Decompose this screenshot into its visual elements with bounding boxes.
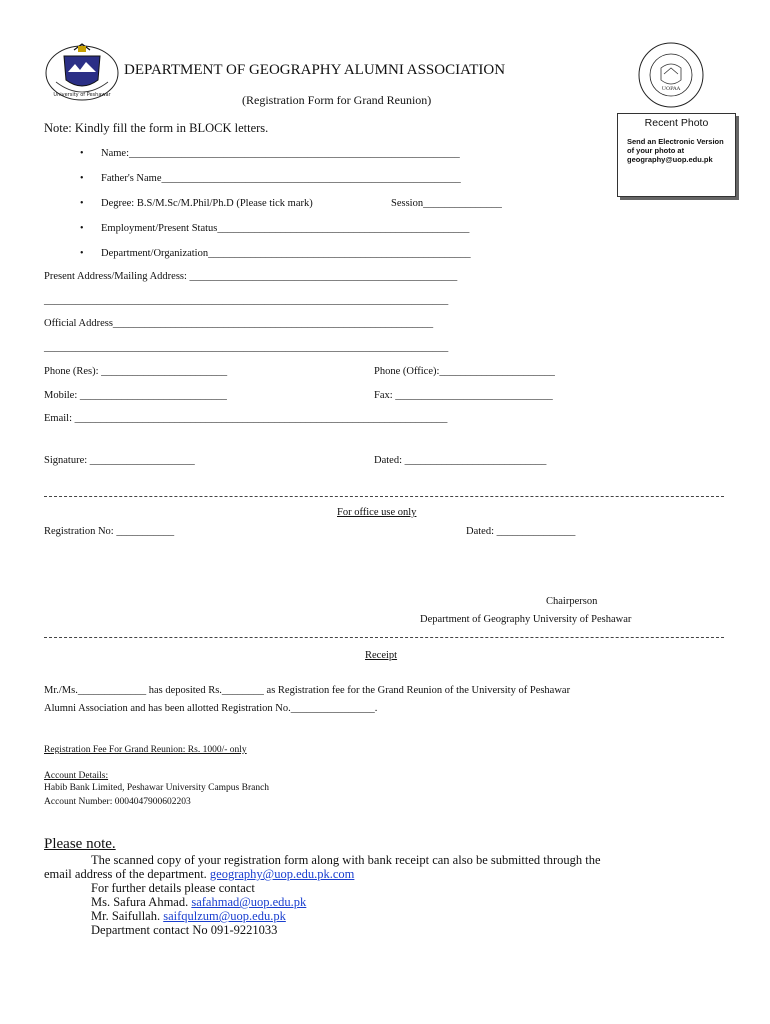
bullet-marker: • (80, 173, 84, 184)
contact-2-name: Mr. Saifullah. (91, 909, 161, 923)
receipt-line-1: Mr./Ms._____________ has deposited Rs.________ as Registration fee for the Grand Reunion of the University of Peshawar (44, 685, 571, 696)
degree-field[interactable]: Degree: B.S/M.Sc/M.Phil/Ph.D (Please tick mark) (101, 198, 313, 209)
dated-field[interactable]: Dated: ___________________________ (374, 455, 547, 466)
bullet-marker: • (80, 248, 84, 259)
university-logo (44, 42, 120, 104)
signature-field[interactable]: Signature: ____________________ (44, 455, 195, 466)
registration-no-field[interactable]: Registration No: ___________ (44, 526, 175, 537)
photo-box-title: Recent Photo (644, 117, 709, 129)
account-details-heading: Account Details: (44, 771, 109, 781)
department-organization-field[interactable]: Department/Organization__________________________________________________ (101, 248, 471, 259)
bank-name: Habib Bank Limited, Peshawar University Campus Branch (44, 783, 270, 793)
alumni-seal-icon (628, 40, 714, 110)
mobile-field[interactable]: Mobile: ____________________________ (44, 390, 227, 401)
form-note: Note: Kindly fill the form in BLOCK letters. (44, 121, 269, 135)
alumni-association-logo (628, 40, 714, 110)
university-seal-icon (44, 42, 120, 104)
svg-text:UOPAA: UOPAA (661, 86, 681, 92)
bullet-marker: • (80, 198, 84, 209)
page-title: DEPARTMENT OF GEOGRAPHY ALUMNI ASSOCIATION (124, 62, 506, 78)
office-dated-field[interactable]: Dated: _______________ (466, 526, 576, 537)
please-note-title: Please note. (44, 836, 116, 852)
address-blank-line[interactable]: _____________________________________________________________________________ (44, 295, 449, 306)
session-field[interactable]: Session_______________ (391, 198, 502, 209)
present-address-field[interactable]: Present Address/Mailing Address: ___________________________________________________ (44, 271, 458, 282)
divider (44, 496, 724, 497)
fax-field[interactable]: Fax: ______________________________ (374, 390, 553, 401)
chairperson-label: Chairperson (546, 596, 598, 607)
bullet-marker: • (80, 148, 84, 159)
please-note-line-2-text: email address of the department. (44, 867, 207, 881)
office-use-heading: For office use only (337, 507, 417, 518)
contact-2 (91, 909, 286, 923)
phone-res-field[interactable]: Phone (Res): ________________________ (44, 366, 228, 377)
divider (44, 637, 724, 638)
department-contact: Department contact No 091-9221033 (91, 923, 278, 937)
page-subtitle: (Registration Form for Grand Reunion) (242, 93, 432, 107)
contact-1 (91, 895, 306, 909)
contact-1-name: Ms. Safura Ahmad. (91, 895, 189, 909)
official-address-blank-line[interactable]: _____________________________________________________________________________ (44, 342, 449, 353)
receipt-heading: Receipt (365, 650, 398, 661)
receipt-line-2: Alumni Association and has been allotted Registration No.________________. (44, 703, 378, 714)
department-email-link[interactable]: geography@uop.edu.pk.com (209, 867, 355, 881)
contact-2-email-link[interactable]: saifqulzum@uop.edu.pk (163, 909, 286, 923)
account-number: Account Number: 0004047900602203 (44, 797, 191, 807)
please-note-line-1: The scanned copy of your registration form along with bank receipt can also be submitted through the (91, 853, 601, 867)
svg-text:University of Peshawar: University of Peshawar (53, 92, 111, 98)
please-note-line-3: For further details please contact (91, 881, 255, 895)
name-field[interactable]: Name:_______________________________________________________________ (101, 148, 460, 159)
please-note-line-2 (44, 867, 354, 881)
official-address-field[interactable]: Official Address_____________________________________________________________ (44, 318, 434, 329)
phone-office-field[interactable]: Phone (Office):______________________ (374, 366, 555, 377)
contact-1-email-link[interactable]: safahmad@uop.edu.pk (191, 895, 307, 909)
bullet-marker: • (80, 223, 84, 234)
email-field[interactable]: Email: _______________________________________________________________________ (44, 413, 448, 424)
photo-box-instructions: Send an Electronic Version of your photo at geography@uop.edu.pk (627, 137, 724, 164)
photo-box (617, 113, 736, 197)
fathers-name-field[interactable]: Father's Name_________________________________________________________ (101, 173, 461, 184)
registration-fee: Registration Fee For Grand Reunion: Rs. 1000/- only (44, 745, 247, 755)
employment-status-field[interactable]: Employment/Present Status________________________________________________ (101, 223, 470, 234)
department-signature-label: Department of Geography University of Peshawar (420, 614, 632, 625)
